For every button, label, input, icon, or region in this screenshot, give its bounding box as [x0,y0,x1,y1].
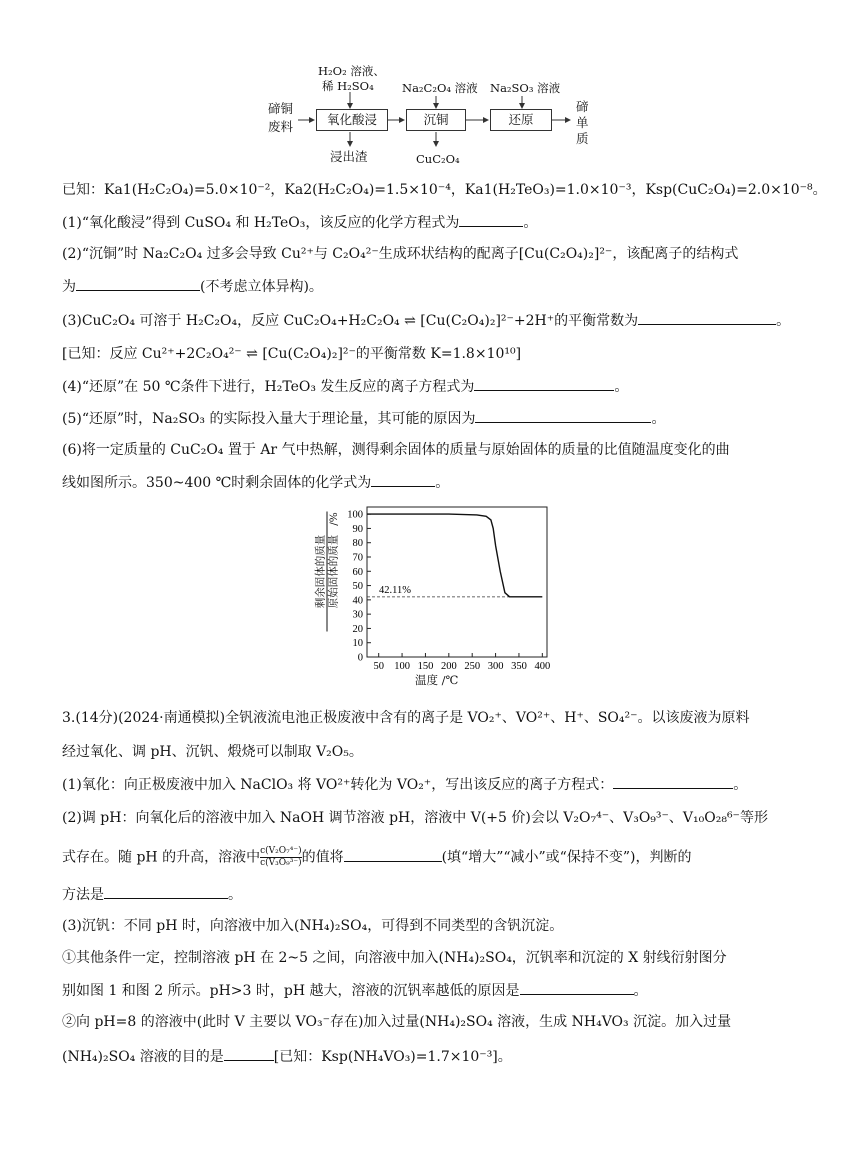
question-2-line-2: 为 (不考虑立体异构)。 [62,276,323,297]
problem-3-q3: (3)沉钒：不同 pH 时，向溶液中加入(NH₄)₂SO₄，可得到不同类型的含钒沉淀。 [62,918,564,934]
flow-out-cuc2o4: CuC₂O₄ [416,152,460,166]
chart-ylabel-num: 剩余固体的质量 [315,512,328,632]
flow-box-precipitate: 沉铜 [406,109,466,131]
question-2-line-1: (2)“沉铜”时 Na₂C₂O₄ 过多会导致 Cu²⁺与 C₂O₄²⁻生成环状结构的配离子[Cu(C₂O₄)₂]²⁻，该配离子的结构式 [62,246,739,262]
flow-reagent3: Na₂SO₃ 溶液 [490,81,561,95]
y-tick-label: 90 [352,523,363,535]
problem-3-q2-line-1: (2)调 pH：向氧化后的溶液中加入 NaOH 调节溶液 pH，溶液中 V(+5 价)会以 V₂O₇⁴⁻、V₃O₉³⁻、V₁₀O₂₈⁶⁻等形 [62,810,768,826]
flow-box-oxidation: 氧化酸浸 [316,109,388,131]
chart-ylabel-den: 原始固体的质量 [327,534,340,609]
question-1: (1)“氧化酸浸”得到 CuSO₄ 和 H₂TeO₃，该反应的化学方程式为 。 [62,212,537,233]
flow-product-2: 单 [576,115,589,130]
y-tick-label: 10 [352,638,363,650]
x-tick-label: 350 [511,661,527,672]
x-tick-label: 250 [464,661,481,672]
flow-reagent2: Na₂C₂O₄ 溶液 [402,81,478,95]
question-5: (5)“还原”时，Na₂SO₃ 的实际投入量大于理论量，其可能的原因为 。 [62,408,665,429]
chart-frame [367,507,547,657]
flow-raw-1: 碲铜 [268,101,294,116]
problem-3-q3-1-line-1: ①其他条件一定，控制溶液 pH 在 2~5 之间，向溶液中加入(NH₄)₂SO₄，沉钒率和沉淀的 X 射线衍射图分 [62,950,727,966]
x-tick-label: 400 [534,661,551,672]
y-tick-label: 0 [357,652,363,664]
problem-3-intro-1: 3.(14分)(2024·南通模拟)全钒液流电池正极废液中含有的离子是 VO₂⁺、VO²⁺、H⁺、SO₄²⁻。以该废液为原料 [62,710,750,726]
y-tick-label: 60 [352,566,363,578]
y-tick-label: 30 [352,609,363,621]
concentration-ratio: $\frac{\text{c(V₂O₇⁴⁻)}}{\text{c(V₃O₉³⁻)}}$ [260,846,302,868]
known-constants: 已知：Ka1(H₂C₂O₄)=5.0×10⁻²，Ka2(H₂C₂O₄)=1.5×10⁻⁴，Ka1(H₂TeO₃)=1.0×10⁻³，Ksp(CuC₂O₄)=2.0×10⁻⁸。 [62,182,827,198]
flow-product-3: 质 [576,131,589,146]
question-3: (3)CuC₂O₄ 可溶于 H₂C₂O₄，反应 CuC₂O₄+H₂C₂O₄ ⇌ [Cu(C₂O₄)₂]²⁻+2H⁺的平衡常数为 。 [62,310,790,331]
x-tick-label: 200 [440,661,457,672]
chart-xlabel: 温度 /℃ [415,673,459,687]
problem-3-q3-2-line-1: ②向 pH=8 的溶液中(此时 V 主要以 VO₃⁻存在)加入过量(NH₄)₂SO₄ 溶液，生成 NH₄VO₃ 沉淀。加入过量 [62,1014,732,1030]
problem-3-intro-2: 经过氧化、调 pH、沉钒、煅烧可以制取 V₂O₅。 [62,744,363,760]
problem-3-q2-line-3: 方法是 。 [62,884,242,905]
y-tick-label: 40 [352,595,363,607]
problem-3-q3-2-line-2: (NH₄)₂SO₄ 溶液的目的是 [已知：Ksp(NH₄VO₃)=1.7×10⁻³]。 [62,1046,512,1067]
flow-product-1: 碲 [576,99,589,114]
question-4: (4)“还原”在 50 ℃条件下进行，H₂TeO₃ 发生反应的离子方程式为 。 [62,376,628,397]
problem-3-q3-1-line-2: 别如图 1 和图 2 所示。pH>3 时，pH 越大，溶液的沉钒率越低的原因是 。 [62,980,648,1001]
process-flowchart [268,62,608,170]
y-tick-label: 70 [352,552,363,564]
flow-box-reduce: 还原 [490,109,552,131]
y-tick-label: 100 [347,509,363,521]
x-tick-label: 150 [417,661,434,672]
mass-ratio-chart [305,497,555,687]
problem-3-q1: (1)氧化：向正极废液中加入 NaClO₃ 将 VO²⁺转化为 VO₂⁺，写出该反应的离子方程式： 。 [62,774,747,795]
x-tick-label: 50 [373,661,384,672]
y-tick-label: 20 [352,623,363,635]
flow-input-top: H₂O₂ 溶液、 [318,64,385,78]
chart-plot [305,497,555,687]
flow-input-bottom: 稀 H₂SO₄ [322,79,374,93]
y-tick-label: 50 [352,581,363,593]
y-tick-label: 80 [352,538,363,550]
x-tick-label: 100 [394,661,410,672]
question-6-line-1: (6)将一定质量的 CuC₂O₄ 置于 Ar 气中热解，测得剩余固体的质量与原始固体的质量的比值随温度变化的曲 [62,442,730,458]
x-tick-label: 300 [487,661,504,672]
chart-ylabel-unit: /% [327,512,340,526]
flow-raw-2: 废料 [268,119,294,134]
question-3-known: [已知：反应 Cu²⁺+2C₂O₄²⁻ ⇌ [Cu(C₂O₄)₂]²⁻的平衡常数 K=1.8×10¹⁰] [62,346,522,362]
annotation-label: 42.11% [379,584,411,596]
problem-3-q2-line-2: 式存在。随 pH 的升高，溶液中 $\frac{\text{c(V₂O₇⁴⁻)}}{\text{c(V₃O₉³⁻)}}$ 的值将 (填“增大”“减小”或“保持不变”)，判断的 [62,846,692,868]
flow-out-residue: 浸出渣 [330,149,368,164]
question-6-line-2: 线如图所示。350~400 ℃时剩余固体的化学式为 。 [62,472,449,493]
